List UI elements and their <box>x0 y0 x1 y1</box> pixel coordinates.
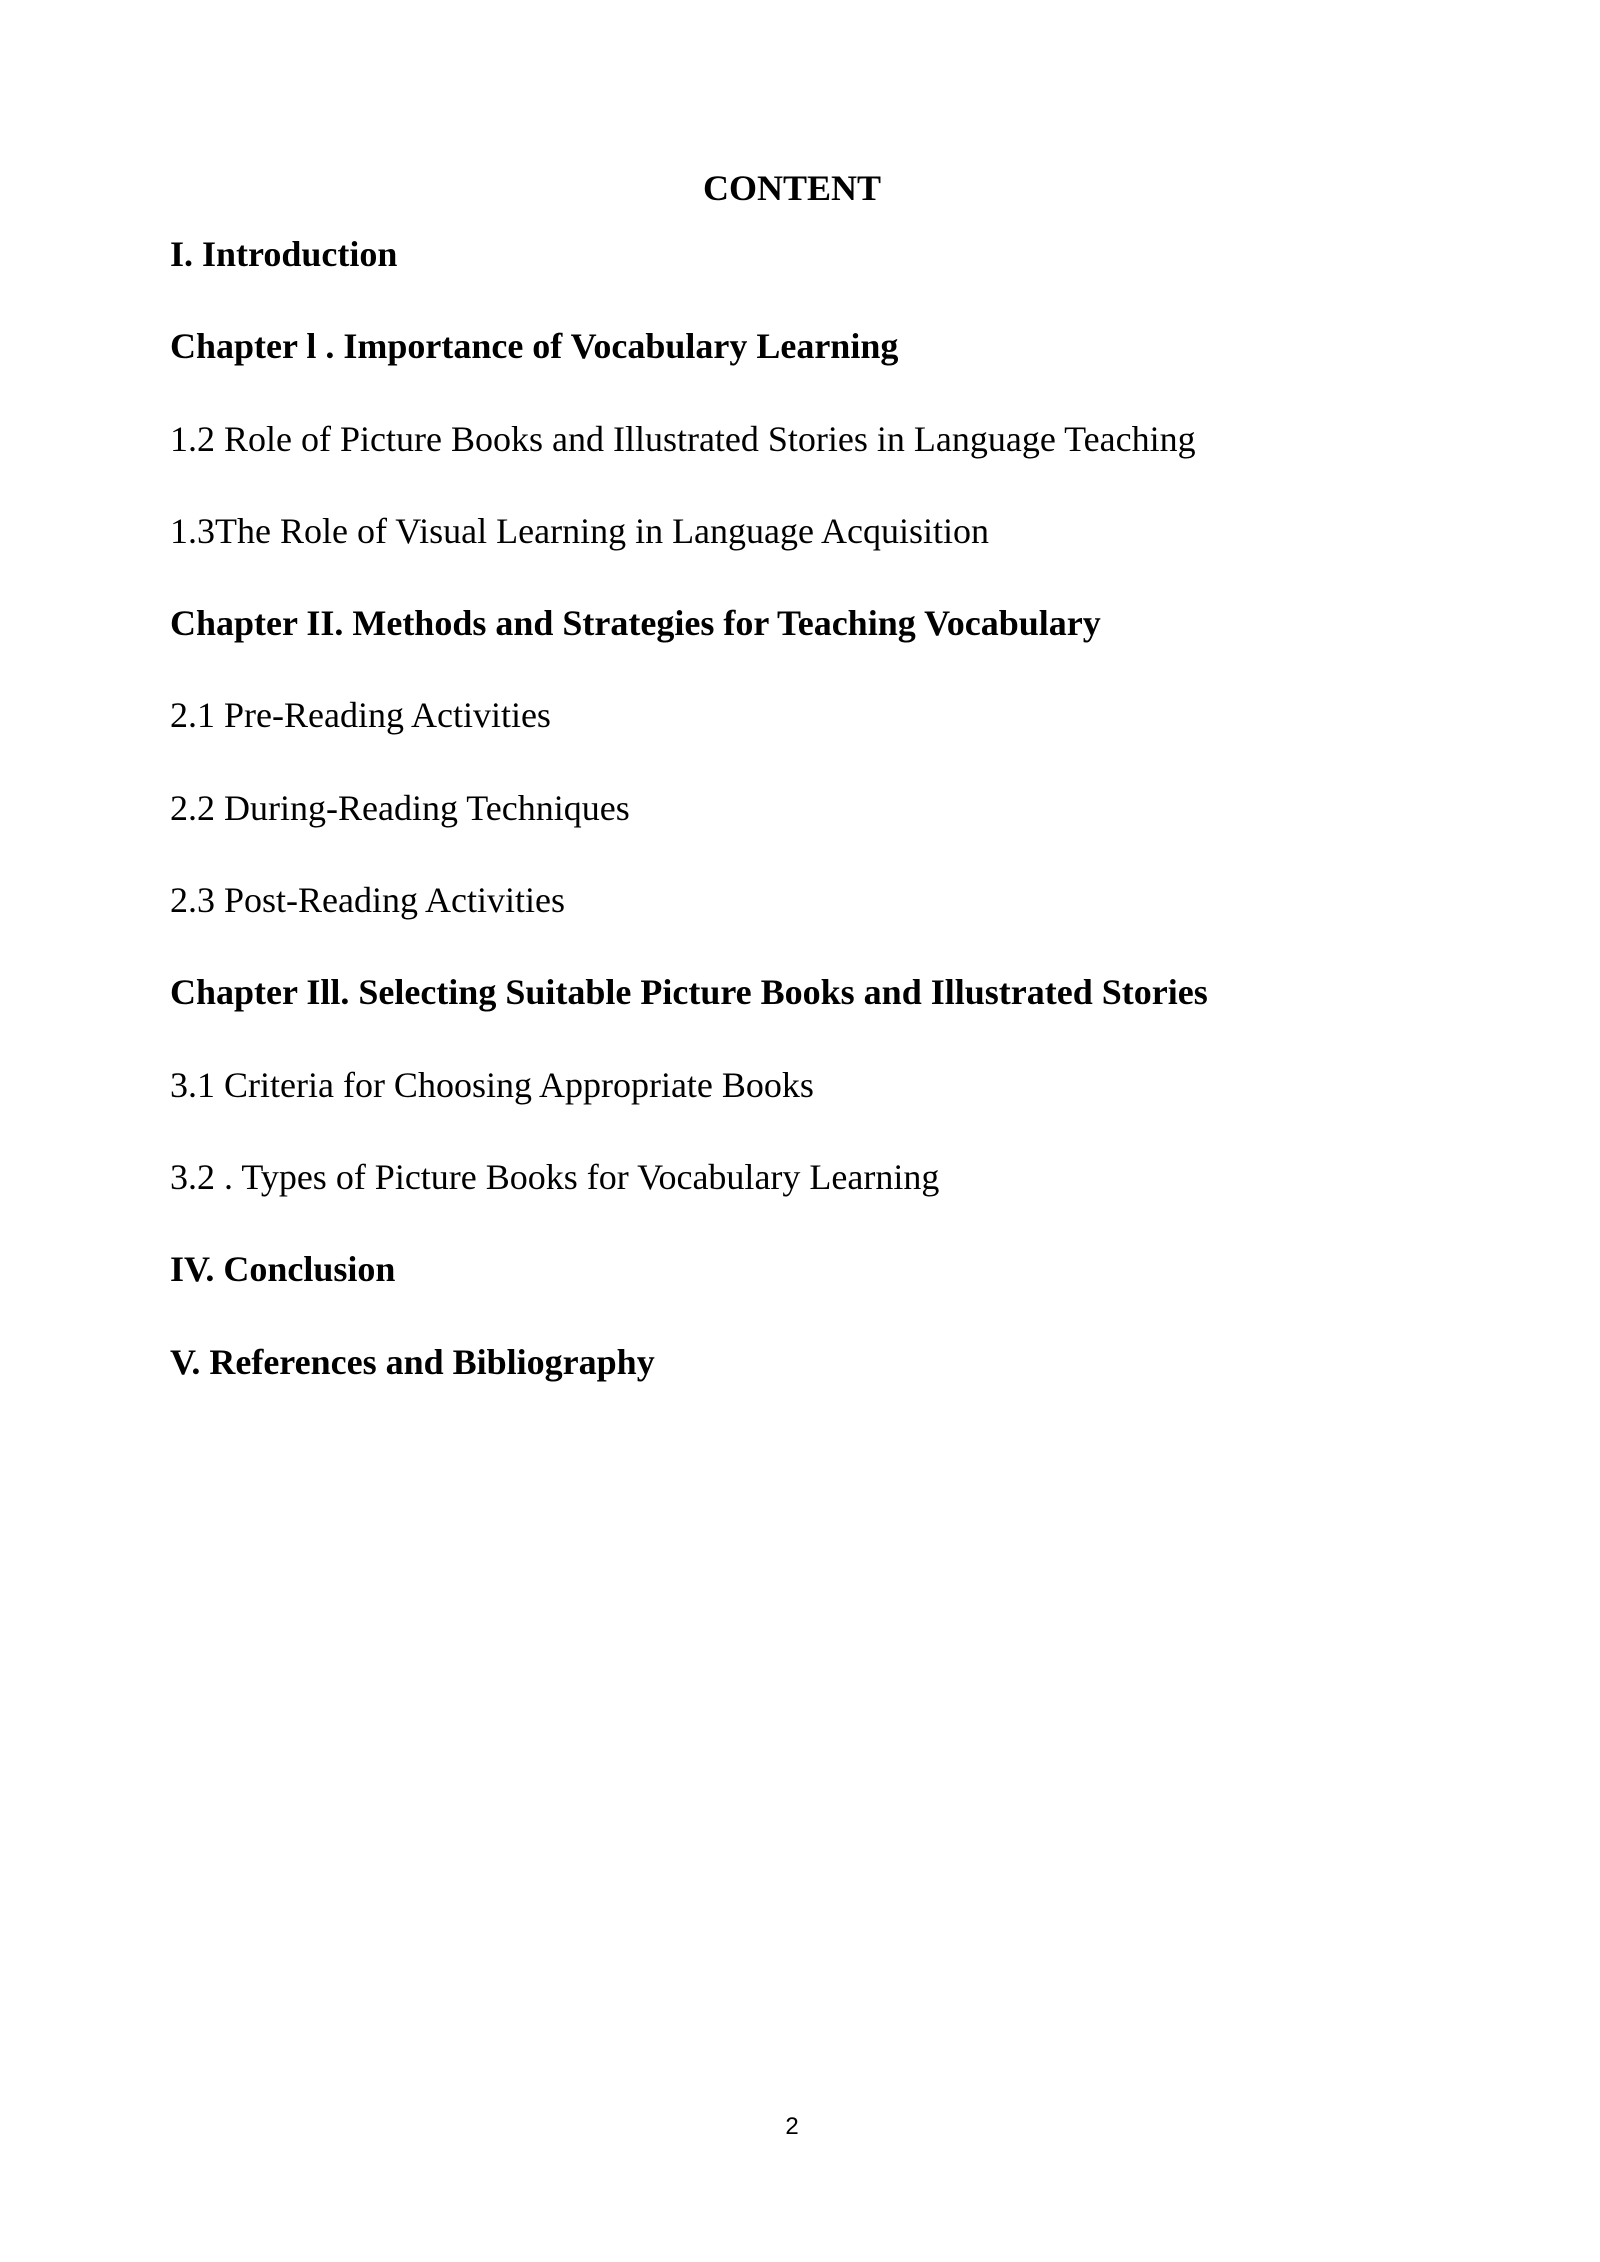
page-title: CONTENT <box>702 168 882 208</box>
page-number: 2 <box>785 2113 799 2140</box>
toc-entry-chapter-1: Chapter l . Importance of Vocabulary Learning <box>170 326 899 367</box>
toc-entry-chapter-3: Chapter Ill. Selecting Suitable Picture Books and Illustrated Stories <box>170 972 1208 1013</box>
toc-entry-2-3: 2.3 Post-Reading Activities <box>170 880 565 921</box>
toc-entry-1-3: 1.3The Role of Visual Learning in Language Acquisition <box>170 510 989 551</box>
toc-entry-3-2: 3.2 . Types of Picture Books for Vocabulary Learning <box>170 1156 940 1197</box>
toc-entry-conclusion: IV. Conclusion <box>170 1249 396 1290</box>
table-of-contents <box>170 230 1470 1430</box>
toc-entry-1-2: 1.2 Role of Picture Books and Illustrated Stories in Language Teaching <box>170 418 1196 459</box>
toc-entry-references: V. References and Bibliography <box>170 1341 655 1382</box>
toc-entry-2-1: 2.1 Pre-Reading Activities <box>170 695 551 736</box>
toc-entry-chapter-2: Chapter II. Methods and Strategies for Teaching Vocabulary <box>170 603 1101 644</box>
toc-entry-3-1: 3.1 Criteria for Choosing Appropriate Books <box>170 1064 814 1105</box>
toc-entry-introduction: I. Introduction <box>170 234 398 274</box>
toc-entry-2-2: 2.2 During-Reading Techniques <box>170 787 630 828</box>
